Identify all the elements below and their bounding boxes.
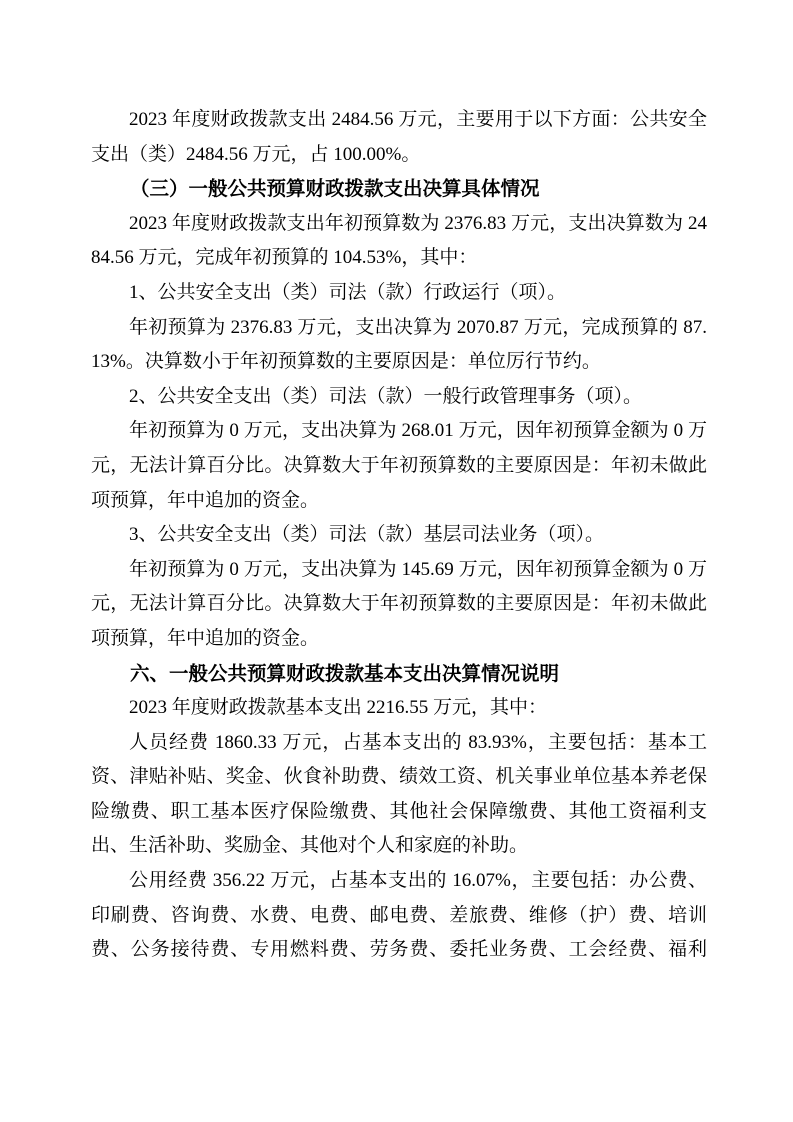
heading-section-3-expenditure-specifics: （三）一般公共预算财政拨款支出决算具体情况 xyxy=(130,178,540,201)
para-item3-detail: 年初预算为 0 万元，支出决算为 145.69 万元，因年初预算金额为 0 万元，无法计算百分比。决算数大于年初预算数的主要原因是：年初未做此项预算，年中追加的资金。 xyxy=(91,558,707,649)
para-budget-vs-final-accounts: 2023 年度财政拨款支出年初预算数为 2376.83 万元，支出决算数为 2484.56 万元，完成年初预算的 104.53%，其中： xyxy=(91,212,707,269)
para-item2-detail: 年初预算为 0 万元，支出决算为 268.01 万元，因年初预算金额为 0 万元，无法计算百分比。决算数大于年初预算数的主要原因是：年初未做此项预算，年中追加的资金。 xyxy=(91,420,707,511)
para-item1-title-administrative-operation: 1、公共安全支出（类）司法（款）行政运行（项）。 xyxy=(129,281,567,303)
para-item1-detail: 年初预算为 2376.83 万元，支出决算为 2070.87 万元，完成预算的 87.13%。决算数小于年初预算数的主要原因是：单位厉行节约。 xyxy=(91,316,707,373)
para-basic-expenditure-total: 2023 年度财政拨款基本支出 2216.55 万元，其中： xyxy=(129,697,548,719)
para-appropriation-expenditure-overview: 2023 年度财政拨款支出 2484.56 万元，主要用于以下方面：公共安全支出（类）2484.56 万元，占 100.00%。 xyxy=(91,109,707,165)
para-public-funds-breakdown: 公用经费 356.22 万元，占基本支出的 16.07%，主要包括：办公费、印刷费、咨询费、水费、电费、邮电费、差旅费、维修（护）费、培训费、公务接待费、专用燃料费、劳务费、委托业务费、工会经费、福利 xyxy=(91,870,707,961)
para-personnel-funds-breakdown: 人员经费 1860.33 万元，占基本支出的 83.93%，主要包括：基本工资、津贴补贴、奖金、伙食补助费、绩效工资、机关事业单位基本养老保险缴费、职工基本医疗保险缴费、其他社会保障缴费、其他工资福利支出、生活补助、奖励金、其他对个人和家庭的补助。 xyxy=(91,731,707,857)
heading-section-6-basic-expenditure: 六、一般公共预算财政拨款基本支出决算情况说明 xyxy=(130,662,560,685)
para-item3-title-grassroots-judicial-services: 3、公共安全支出（类）司法（款）基层司法业务（项）。 xyxy=(129,524,605,546)
para-item2-title-general-admin-affairs: 2、公共安全支出（类）司法（款）一般行政管理事务（项）。 xyxy=(129,385,643,407)
